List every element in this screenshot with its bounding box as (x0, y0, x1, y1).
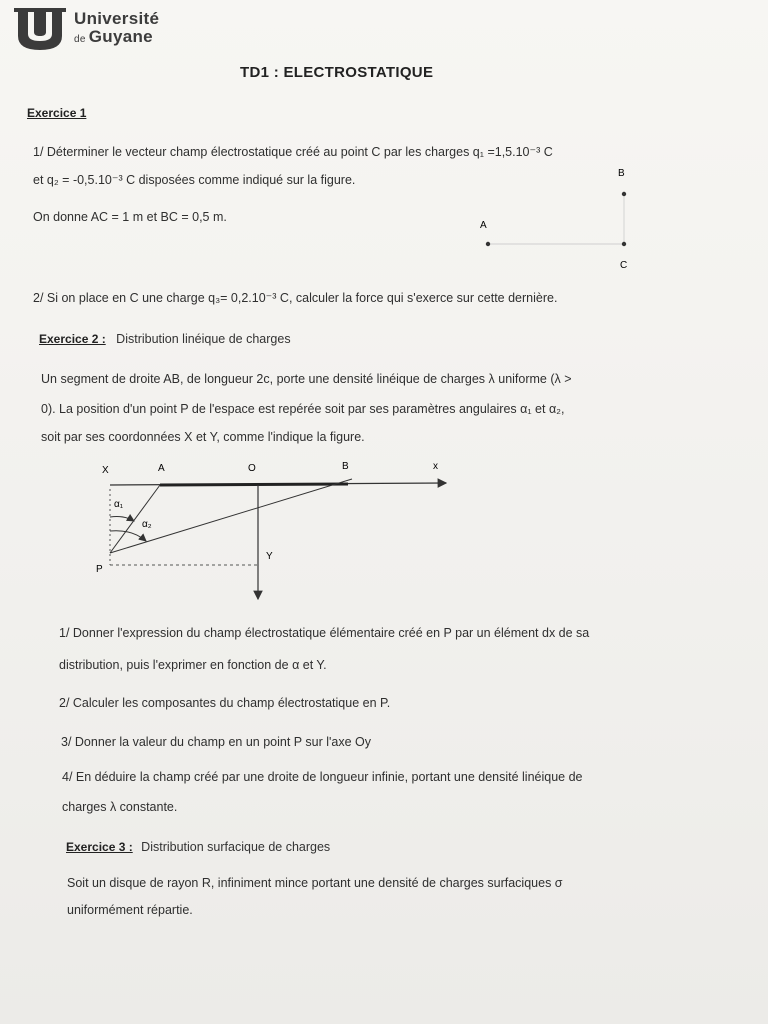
point-c (622, 242, 626, 246)
ex2-q2: 2/ Calculer les composantes du champ électrostatique en P. (59, 696, 391, 710)
logo-line1: Université (74, 9, 160, 28)
segment-ab (160, 484, 348, 485)
ex1-q1-line2: et q₂ = -0,5.10⁻³ C disposées comme indiqué sur la figure. (33, 173, 356, 187)
label-O: O (248, 463, 256, 474)
ex3-heading: Exercice 3 : (66, 840, 133, 854)
ex2-q1-line2: distribution, puis l'exprimer en fonction de α et Y. (59, 658, 327, 672)
logo-guyane: Guyane (88, 27, 153, 46)
ex3-subtitle: Distribution surfacique de charges (141, 840, 331, 854)
ex2-q1-line1: 1/ Donner l'expression du champ électrostatique élémentaire créé en P par un élément dx de sa (59, 626, 590, 640)
ex1-q2: 2/ Si on place en C une charge q₃= 0,2.10⁻³ C, calculer la force qui s'exerce sur cette dernière. (33, 291, 558, 305)
ex3-heading-row (66, 838, 330, 856)
point-a (486, 242, 490, 246)
ex3-para-line2: uniformément répartie. (67, 903, 193, 917)
ex1-given: On donne AC = 1 m et BC = 0,5 m. (33, 210, 227, 224)
ex2-para-line3: soit par ses coordonnées X et Y, comme l'indique la figure. (41, 430, 365, 444)
label-b: B (618, 168, 625, 179)
label-B: B (342, 461, 349, 472)
point-b (622, 192, 626, 196)
label-a: A (480, 220, 487, 231)
ex2-q3: 3/ Donner la valeur du champ en un point P sur l'axe Oy (61, 735, 371, 749)
ex2-para-line2: 0). La position d'un point P de l'espace est repérée soit par ses paramètres angulaires α₁ et α₂, (41, 402, 565, 416)
ex2-heading: Exercice 2 : (39, 332, 106, 346)
ex1-figure (470, 160, 650, 272)
university-logo-icon (14, 8, 66, 52)
page-title: TD1 : ELECTROSTATIQUE (240, 64, 434, 81)
alpha1-arc (110, 517, 134, 522)
label-X: X (102, 465, 109, 476)
ex1-heading: Exercice 1 (27, 106, 87, 120)
label-alpha1: α₁ (114, 499, 124, 510)
ex2-para-line1: Un segment de droite AB, de longueur 2c, porte une densité linéique de charges λ uniforme (λ > (41, 372, 572, 386)
ex1-q1-line1: 1/ Déterminer le vecteur champ électrostatique créé au point C par les charges q₁ =1,5.10⁻³ C (33, 145, 553, 159)
line-pa (110, 485, 160, 553)
university-name (74, 10, 159, 45)
ex2-subtitle: Distribution linéique de charges (116, 332, 291, 346)
line-pb (110, 479, 352, 553)
ex3-para-line1: Soit un disque de rayon R, infiniment mince portant une densité de charges surfaciques σ (67, 876, 563, 890)
label-c: C (620, 260, 628, 271)
label-A: A (158, 463, 165, 474)
alpha2-arc (110, 531, 146, 541)
label-P: P (96, 564, 103, 575)
logo-line2 (74, 28, 159, 45)
ex2-figure (90, 455, 460, 605)
label-x: x (433, 461, 438, 472)
logo-de: de (74, 34, 86, 45)
ex2-q4-line2: charges λ constante. (62, 800, 178, 814)
label-alpha2: α₂ (142, 519, 152, 530)
ex2-heading-row (39, 330, 291, 348)
ex2-q4-line1: 4/ En déduire la champ créé par une droite de longueur infinie, portant une densité linéique de (62, 770, 583, 784)
label-Y: Y (266, 551, 273, 562)
